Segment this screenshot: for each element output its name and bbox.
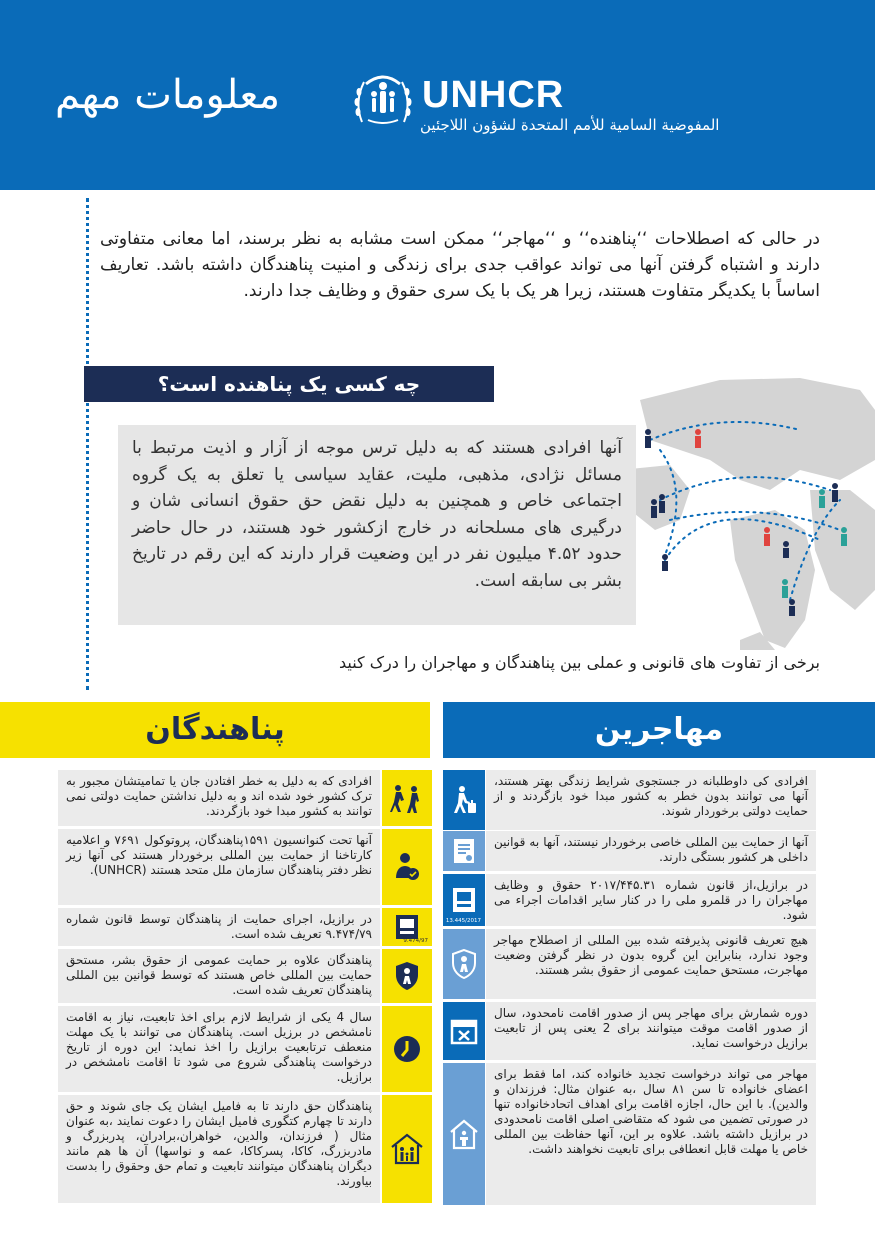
refugee-row-text: در برازیل، اجرای حمایت از پناهندگان توسط قانون شماره ۹.۴۷۴/۷۹ تعریف شده است. bbox=[58, 908, 380, 946]
shield-person-icon bbox=[443, 929, 485, 999]
migrant-row-text: در برازیل،از قانون شماره ۲۰۱۷/۴۴۵.۳۱ حقوق و وظایف مهاجران را در قلمرو ملی را در کنار سایر اقدامات اجراء می شود. bbox=[486, 874, 816, 926]
page-title: معلومات مهم bbox=[55, 72, 281, 118]
header-banner bbox=[0, 0, 875, 190]
refugee-row-text: آنها تحت کنوانسیون ۱۵۹۱پناهندگان، پروتوکول ۷۶۹۱ و اعلامیه کارتاخنا از حمایت بین المللی برخوردار هستند کی آنها زیر نظر دفتر پناهندگان سازمان ملل متحد هستند (UNHCR). bbox=[58, 829, 380, 905]
refugee-row-text: پناهندگان علاوه بر حمایت عمومی از حقوق بشر، مستحق حمایت بین المللی خاص هستند که توسط قوانین بین المللی پناهندگان تعریف شده است. bbox=[58, 949, 380, 1003]
dotted-divider bbox=[86, 198, 89, 690]
refugee-row-text: پناهندگان حق دارند تا به فامیل ایشان یک جای شوند و حق دارند تا چهارم کتگوری فامیل ایشان را دعوت نمایند ،به عنوان مثال ( فرزندان، والدین، خواهران،برادران، پدربزرگ و مادربزرگ، کاکا، پسرکاکا، عمه و نواسها) آن ها هم مانند دیگران پناهندگان میتوانند تابعیت و تمام حق وحقوق را بدست بیاورند. bbox=[58, 1095, 380, 1203]
section-subheading: برخی از تفاوت های قانونی و عملی بین پناهندگان و مهاجران را درک کنید bbox=[338, 653, 820, 672]
migrant-row-text: مهاجر می تواند درخواست تجدید خانواده کند، اما فقط برای اعضای خانواده تا سن ۸۱ سال ،به عنوان مثال: فرزندان و والدین). با این حال، اجازه اقامت برای اهداف اتحادخانواده تنها در صورتی تضمین می شود که متقاضی اصلی اقامت نامحدودی در برازیل داشته باشد. علاوه بر این، آنها حفاظت بین المللی خاص یا مهلت قابل انعطافی برای تابعیت نخواهند داشت. bbox=[486, 1063, 816, 1205]
law-number-label: 13.445/2017 bbox=[445, 918, 481, 924]
refugee-row-text: افرادی که به دلیل به خطر افتادن جان یا تمامیتشان مجبور به ترک کشور خود شده اند و به دلیل نداشتن حمایت دولتی نمی توانند به کشور مبدا خود بازگردند. bbox=[58, 770, 380, 826]
migrant-row-text: آنها از حمایت بین المللی خاصی برخوردار نیستند، آنها به قوانین داخلی هر کشور بستگی دارند. bbox=[486, 831, 816, 871]
migrant-row-text: دوره شمارش برای مهاجر پس از صدور اقامت نامحدود، سال از صدور اقامت موقت میتوانند برای 2 یعنی پس از تابعیت برازیل درخواست نماید. bbox=[486, 1002, 816, 1060]
refugee-definition-box: آنها افرادی هستند که به دلیل ترس موجه از آزار و اذیت مرتبط با مسائل نژادی، مذهبی، ملیت، عقاید سیاسی یا تعلق به یک گروه اجتماعی خاص و همچنین به دلیل نقض حق حقوق انسانی شان و درگیری های مسلحانه در خارج ازکشور خود هستند، در حال حاضر حدود ۴.۵۲ میلیون نفر در این وضعیت قرار دارند که این رقم در تاریخ بشر بی سابقه است. bbox=[118, 425, 636, 625]
family-house-icon bbox=[443, 1063, 485, 1205]
fleeing-family-icon bbox=[382, 770, 432, 826]
walking-luggage-icon bbox=[443, 770, 485, 830]
calendar-icon bbox=[443, 1002, 485, 1060]
refugees-column-header: پناهندگان bbox=[0, 702, 430, 758]
clock-icon bbox=[382, 1006, 432, 1092]
document-icon bbox=[443, 831, 485, 871]
logo-wordmark: UNHCR bbox=[422, 74, 565, 116]
shield-person-icon bbox=[382, 949, 432, 1003]
migrant-row-text: افرادی کی داوطلبانه در جستجوی شرایط زندگی بهتر هستند، آنها می توانند بدون خطر به کشور مبدا خود بازگردند و از حمایت دولتی برخوردار شوند. bbox=[486, 770, 816, 830]
world-map-illustration bbox=[600, 370, 875, 650]
migrants-column-header: مهاجرین bbox=[443, 702, 875, 758]
question-heading: چه کسی یک پناهنده است؟ bbox=[84, 366, 494, 402]
unhcr-emblem-icon bbox=[352, 72, 414, 130]
logo-subtitle: المفوضية السامية للأمم المتحدة لشؤون اللاجئين bbox=[420, 116, 720, 134]
protected-person-icon bbox=[382, 829, 432, 905]
refugee-row-text: سال 4 یکی از شرایط لازم برای اخذ تابعیت، نیاز به اقامت نامشخص در برزیل است. پناهندگان می توانند با یک مهلت منعطف ترتابعیت برازیل را اخذ نماید: این دوره از تاریخ درخواست پناهندگی شروع می شود تا اقامت نامشخص در برازیل. bbox=[58, 1006, 380, 1092]
migrant-row-text: هیچ تعریف قانونی پذیرفته شده بین المللی از اصطلاح مهاجر وجود ندارد، بنابراین این گروه بدون در نظر گرفتن وضعیت مهاجرت، مستحق حمایت عمومی از حقوق بشر هستند. bbox=[486, 929, 816, 999]
unhcr-logo bbox=[352, 72, 822, 142]
law-number-label: 9.474/97 bbox=[403, 938, 428, 944]
law-book-icon bbox=[443, 874, 485, 926]
family-house-icon bbox=[382, 1095, 432, 1203]
law-book-icon bbox=[382, 908, 432, 946]
intro-paragraph: در حالی که اصطلاحات ‘‘پناهنده‘‘ و ‘‘مهاجر‘‘ ممکن است مشابه به نظر برسند، اما معانی متفاوتی دارند و اشتباه گرفتن آنها می تواند عواقب جدی برای زندگی و امنیت پناهندگان داشته باشد. تعاریف اساساً با یکدیگر متفاوت هستند، زیرا هر یک با یک سری حقوق و وظایف جدا دارند. bbox=[100, 229, 820, 301]
